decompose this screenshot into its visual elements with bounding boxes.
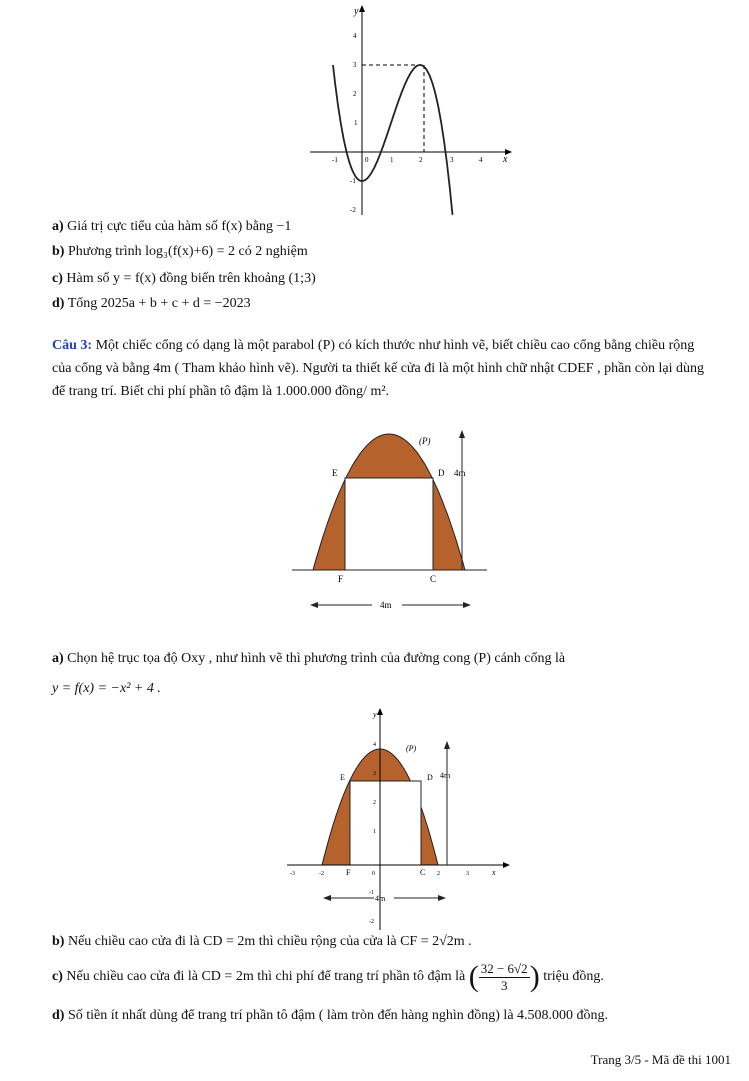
gate-figure [272,420,517,625]
graph1-x-label: x [503,154,508,165]
q3-equation: y = f(x) = −x² + 4 . [52,681,161,696]
svg-text:4: 4 [353,32,357,40]
svg-text:4m: 4m [454,468,466,478]
graph1-origin: 0 [365,156,369,164]
q2-statement-a: a) Giá trị cực tiểu của hàm số f(x) bằng −1 [52,219,292,234]
svg-text:3: 3 [450,156,454,164]
page-footer: Trang 3/5 - Mã đề thi 1001 [590,1052,731,1067]
svg-text:-2: -2 [350,206,356,214]
svg-text:-3: -3 [290,871,295,877]
q2-statement-c: c) Hàm số y = f(x) đồng biến trên khoảng (1;3) [52,271,316,286]
svg-text:1: 1 [390,156,394,164]
svg-text:C: C [420,868,426,877]
svg-text:F: F [346,868,351,877]
svg-text:1: 1 [354,119,358,127]
svg-text:3: 3 [353,61,357,69]
q3-statement-c: c) Nếu chiều cao cửa đi là CD = 2m thì chi phí để trang trí phần tô đậm là ( $\frac{32 - 6√2}{3}$ ) triệu đồng. [52,960,604,993]
svg-text:2: 2 [373,800,376,806]
svg-text:4m: 4m [440,771,451,780]
cubic-graph [300,0,520,220]
svg-text:(P): (P) [419,436,431,446]
svg-text:E: E [332,468,338,478]
svg-text:2: 2 [437,871,440,877]
q3-statement-b: b) Nếu chiều cao cửa đi là CD = 2m thì chiều rộng của cửa là CF = 2√2m . [52,934,472,949]
svg-text:C: C [430,574,437,584]
gate-axes-figure [282,705,517,933]
svg-text:4m: 4m [375,894,386,903]
svg-text:3: 3 [466,871,469,877]
svg-text:4: 4 [479,156,483,164]
svg-text:-2: -2 [319,871,324,877]
q3-statement-d: d) Số tiền ít nhất dùng để trang trí phần tô đậm ( làm tròn đến hàng nghìn đồng) là 4.508.000 đồng. [52,1008,609,1023]
svg-text:4m: 4m [380,600,392,610]
svg-text:3: 3 [373,771,376,777]
svg-text:4: 4 [373,742,376,748]
svg-text:D: D [427,773,433,782]
q3-statement-a: a) Chọn hệ trục tọa độ Oxy , như hình vẽ thì phương trình của đường cong (P) cánh cổng là [52,651,566,666]
q2-statement-d: d) Tổng 2025a + b + c + d = −2023 [52,296,251,311]
svg-text:1: 1 [373,829,376,835]
svg-text:F: F [338,574,344,584]
svg-text:E: E [340,773,345,782]
svg-text:(P): (P) [406,744,417,753]
svg-text:2: 2 [353,90,357,98]
svg-text:2: 2 [419,156,423,164]
q3-text: Câu 3: Một chiếc cổng có dạng là một parabol (P) có kích thước như hình vẽ, biết chiều cao cổng bằng chiều rộng của cổng và bằng 4m ( Tham khảo hình vẽ). Người ta thiết kế cửa đi là một hình chữ nhật CDEF , phần còn lại dùng để trang trí. Biết chi phí phần tô đậm là 1.000.000 đồng/ m². [52,338,704,399]
svg-text:-2: -2 [369,919,374,925]
svg-text:-1: -1 [350,177,356,185]
q2-statement-b: b) Phương trình log₃(f(x)+6) = 2 có 2 nghiệm [52,244,308,259]
svg-text:-1: -1 [332,156,338,164]
svg-text:y: y [373,710,377,719]
graph1-y-label: y [354,6,359,17]
svg-text:D: D [438,468,445,478]
svg-text:x: x [492,868,496,877]
svg-text:-1: -1 [369,890,374,896]
svg-text:0: 0 [372,871,375,877]
